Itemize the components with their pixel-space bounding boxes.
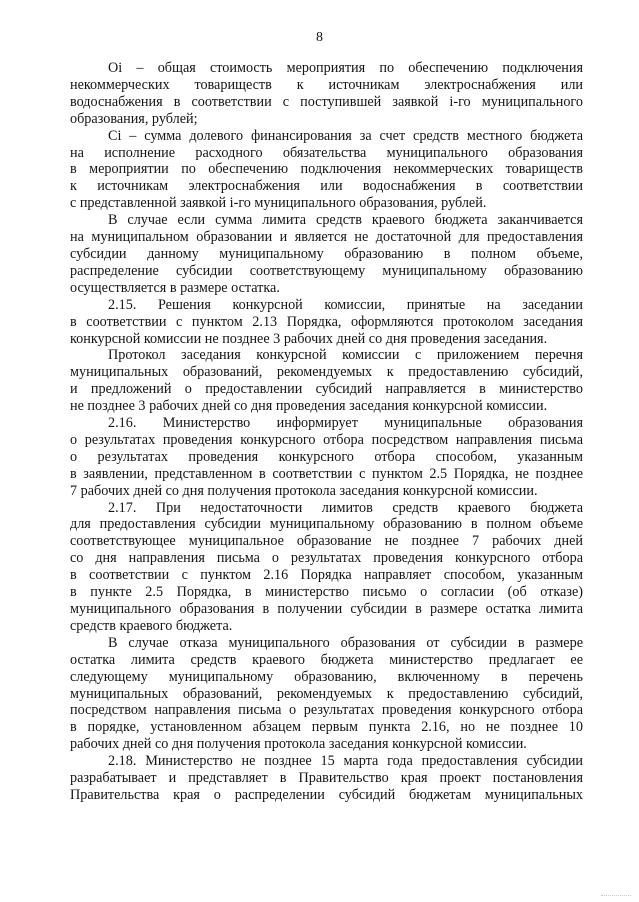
text-line: следующему муниципальному образованию, включенному в перечень: [70, 668, 583, 685]
text-line: 2.17. При недостаточности лимитов средств краевого бюджета: [108, 499, 583, 516]
text-line: в порядке, установленном абзацем первым пункта 2.16, но не позднее 10: [70, 719, 583, 736]
page-number: 8: [316, 30, 323, 45]
text-line: в заявлении, представленном в соответствии с пунктом 2.5 Порядка, не позднее: [70, 465, 583, 482]
text-line: со дня направления письма о результатах проведения конкурсного отбора: [70, 550, 583, 567]
text-line: образования, рублей;: [70, 110, 198, 127]
text-line: водоснабжения в соответствии с поступившей заявкой i-го муниципального: [70, 93, 583, 110]
text-line: муниципального образования в получении субсидии в размере остатка лимита: [70, 601, 583, 617]
text-line: в соответствии с пунктом 2.16 Порядка направляет способом, указанным: [70, 567, 583, 584]
text-line: посредством направления письма о результатах проведения конкурсного отбора: [70, 702, 583, 719]
text-line: в соответствии с пунктом 2.13 Порядка, оформляются протоколом заседания: [70, 313, 583, 330]
text-line: для предоставления субсидии муниципальному образованию в полном объеме: [70, 516, 583, 533]
text-line: средств краевого бюджета.: [70, 617, 233, 634]
text-line: разрабатывает и представляет в Правительство края проект постановления: [70, 770, 583, 787]
text-line: и предложений о предоставлении субсидий направляется в министерство: [70, 381, 583, 398]
text-line: муниципальных образований, рекомендуемых к предоставлению субсидий,: [70, 364, 583, 381]
text-line: Правительства края о распределении субсидий бюджетам муниципальных: [70, 786, 583, 803]
text-line: 7 рабочих дней со дня получения протокола заседания конкурсной комиссии.: [70, 482, 538, 499]
paragraph-limit-remainder: [70, 212, 583, 297]
text-line: в мероприятии по обеспечению подключения некоммерческих товариществ: [70, 161, 583, 178]
text-line: Oi – общая стоимость мероприятия по обеспечению подключения: [108, 60, 583, 76]
text-line: рабочих дней со дня получения протокола заседания конкурсной комиссии.: [70, 736, 527, 753]
paragraph-oi-definition: [70, 60, 583, 128]
paragraph-2-18: [70, 753, 583, 804]
text-line: на исполнение расходного обязательства муниципального образования: [70, 144, 583, 161]
text-line: в пункте 2.5 Порядка, в министерство письмо о согласии (об отказе): [70, 584, 583, 601]
text-line: В случае если сумма лимита средств краевого бюджета заканчивается: [108, 212, 583, 229]
text-line: некоммерческих товариществ к источникам электроснабжения или: [70, 76, 583, 93]
text-line: Протокол заседания конкурсной комиссии с приложением перечня: [108, 347, 583, 364]
text-line: В случае отказа муниципального образования от субсидии в размере: [108, 634, 583, 651]
paragraph-ci-definition: [70, 128, 583, 213]
text-line: осуществляется в размере остатка.: [70, 279, 280, 296]
text-line: субсидии данному муниципальному образованию в полном объеме,: [70, 245, 583, 262]
text-line: не позднее 3 рабочих дней со дня проведения заседания конкурсной комиссии.: [70, 398, 548, 415]
text-line: соответствующее муниципальное образование не позднее 7 рабочих дней: [70, 533, 583, 550]
paragraph-2-15: [70, 297, 583, 348]
paragraph-protocol: [70, 347, 583, 415]
document-body: [70, 60, 583, 804]
text-line: распределение субсидии соответствующему муниципальному образованию: [70, 262, 583, 279]
text-line: о результатах проведения конкурсного отбора посредством направления письма: [70, 431, 583, 448]
text-line: Ci – сумма долевого финансирования за счет средств местного бюджета: [108, 127, 583, 144]
text-line: остатка лимита средств краевого бюджета министерство предлагает ее: [70, 651, 583, 668]
text-line: муниципальных образований, рекомендуемых к предоставлению субсидий,: [70, 685, 583, 702]
text-line: 2.15. Решения конкурсной комиссии, принятые на заседании: [108, 296, 583, 313]
scan-mark: [601, 887, 631, 896]
text-line: о результатах проведения конкурсного отбора способом, указанным: [70, 448, 583, 465]
paragraph-refusal: [70, 635, 583, 753]
text-line: с представленной заявкой i-го муниципального образования, рублей.: [70, 195, 487, 212]
paragraph-2-16: [70, 415, 583, 500]
text-line: на муниципальном образовании и является не достаточной для предоставления: [70, 229, 583, 246]
text-line: 2.16. Министерство информирует муниципальные образования: [108, 415, 583, 432]
text-line: конкурсной комиссии не позднее 3 рабочих дней со дня проведения заседания.: [70, 330, 548, 347]
text-line: 2.18. Министерство не позднее 15 марта года предоставления субсидии: [108, 753, 583, 770]
text-line: к источникам электроснабжения или водоснабжения в соответствии: [70, 178, 583, 195]
paragraph-2-17: [70, 500, 583, 635]
